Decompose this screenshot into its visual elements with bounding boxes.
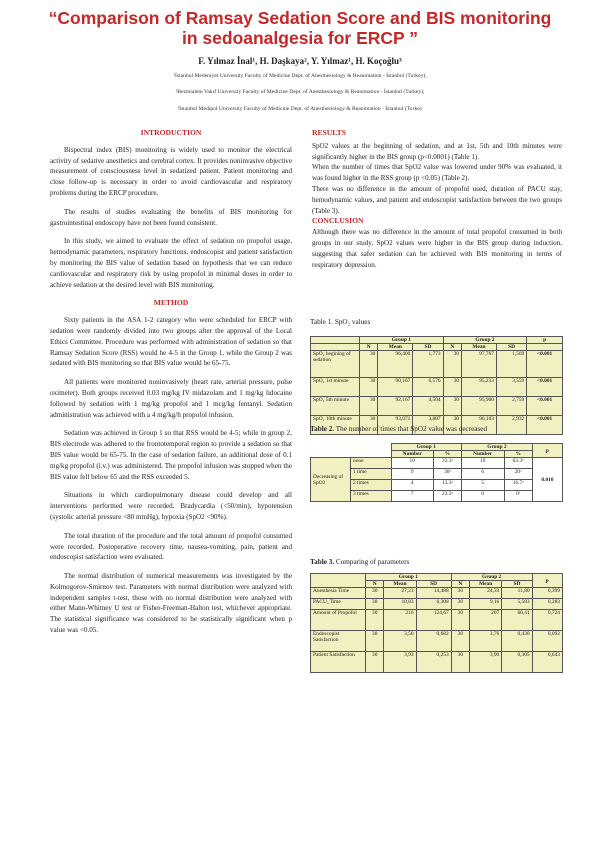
cell: 1,773 xyxy=(413,351,443,378)
cell: 13.3ᵃ xyxy=(434,480,462,491)
table2-col-header: Number xyxy=(462,451,505,458)
cell: 0 xyxy=(462,491,505,502)
table1-group2-header: Group 2 xyxy=(443,337,527,344)
row-label: SpO₂ 5th minute xyxy=(311,397,360,416)
table3-col-header: Mean xyxy=(470,581,502,588)
cell: 30 xyxy=(360,351,378,378)
right-column xyxy=(312,128,562,270)
introduction-heading: INTRODUCTION xyxy=(140,128,202,137)
row-label: Patient Satisfaction xyxy=(311,652,366,673)
cell: 60,41 xyxy=(502,610,532,631)
table-row xyxy=(311,588,563,599)
cell: 5,583 xyxy=(502,599,532,610)
table-row xyxy=(311,652,563,673)
p-value: 0,643 xyxy=(532,652,562,673)
table1-col-header: Mean xyxy=(378,344,413,351)
cell: 0ᵇ xyxy=(504,491,532,502)
intro-paragraph-2: The results of studies evaluating the benefits of BIS monitoring for gastrointestinal endoscopy have not been found consistent. xyxy=(50,207,292,227)
cell: 30 xyxy=(366,652,384,673)
cell: 30 xyxy=(366,588,384,599)
table1 xyxy=(310,336,563,435)
cell: 6 xyxy=(462,469,505,480)
table-row xyxy=(311,631,563,652)
table-row xyxy=(311,610,563,631)
cell: 0,430 xyxy=(502,631,532,652)
cell: 0,253 xyxy=(416,652,451,673)
cell: 3,887 xyxy=(413,416,443,435)
cell: 90,167 xyxy=(378,378,413,397)
cell: 19 xyxy=(462,458,505,469)
p-value: <0.001 xyxy=(527,378,563,397)
table1-corner-2 xyxy=(311,344,360,351)
cell: 124,67 xyxy=(416,610,451,631)
cell: 1,569 xyxy=(496,351,526,378)
cell: 6,576 xyxy=(413,378,443,397)
cell: 92,167 xyxy=(378,397,413,416)
cell: 96,400 xyxy=(378,351,413,378)
cell: 207 xyxy=(470,610,502,631)
row-label: Amount of Propofol xyxy=(311,610,366,631)
table1-group1-header: Group 1 xyxy=(360,337,444,344)
cell: 3,93 xyxy=(384,652,416,673)
p-value: 0,724 xyxy=(532,610,562,631)
table1-col-header: Mean xyxy=(461,344,496,351)
table2-col-header: Number xyxy=(391,451,434,458)
cell: 96,103 xyxy=(461,416,496,435)
title-line-1: “Comparison of Ramsay Sedation Score and BIS monitoring xyxy=(48,8,552,28)
table2-group2-header: Group 2 xyxy=(462,444,533,451)
left-column xyxy=(50,128,292,644)
p-value: 0.010 xyxy=(532,458,562,502)
poster-title xyxy=(0,8,600,48)
row-group-label: Decreasing of SpO2 xyxy=(311,458,351,502)
cell: 30 xyxy=(451,610,469,631)
cell: 33.3ᵃ xyxy=(434,458,462,469)
table3 xyxy=(310,573,563,673)
table1-col-header: N xyxy=(443,344,461,351)
table3-caption xyxy=(310,558,409,566)
table1-col-header: N xyxy=(360,344,378,351)
cell: 10 xyxy=(391,458,434,469)
table2-corner xyxy=(311,444,351,458)
cell: 95,233 xyxy=(461,378,496,397)
cell: 3,559 xyxy=(496,378,526,397)
results-paragraph-1: SpO2 values at the beginning of sedation, and at 1st, 5th and 10th minutes were significantly higher in the BIS group (p<0.0001) (Table 1). xyxy=(312,141,562,161)
method-heading: METHOD xyxy=(153,298,189,308)
cell: 11,80 xyxy=(502,588,532,599)
row-label: Endoscopist Satisfaction xyxy=(311,631,366,652)
method-paragraph-6: The normal distribution of numerical measurements was investigated by the Kolmogorov-Smirnov test. Parameters with normal distribution were analyzed with independent samples t-test, those with no normal distribution were analyzed with either Mann-Whitney U test or Fisher-Freeman-Halton test, whichever appropriate. The statistical significance was considered to be statistically significant when p value was <0.05. xyxy=(50,572,292,635)
cell: 7 xyxy=(391,491,434,502)
row-label: 2 times xyxy=(351,480,392,491)
title-line-2: in sedoanalgesia for ERCP ” xyxy=(182,28,418,48)
cell: 30 xyxy=(443,397,461,416)
cell: 9,16 xyxy=(470,599,502,610)
table1-caption-text: SpO₂ values xyxy=(334,318,371,326)
cell: 216 xyxy=(384,610,416,631)
table2-group1-header: Group 1 xyxy=(391,444,462,451)
cell: 4 xyxy=(391,480,434,491)
cell: 30 xyxy=(360,397,378,416)
row-label: SpO₂ 10th minute xyxy=(311,416,360,435)
cell: 95,900 xyxy=(461,397,496,416)
cell: 6,308 xyxy=(416,599,451,610)
cell: 97,767 xyxy=(461,351,496,378)
table-row xyxy=(311,599,563,610)
affiliation-1: ¹İstanbul Medeniyet University Faculty of Medicine Dept. of Anesthesiology & Reanimation - İstanbul (Turkey), xyxy=(173,73,427,79)
cell: 0,682 xyxy=(416,631,451,652)
method-paragraph-2: All patients were monitored noninvasively (heart rate, arterial pressure, pulse oximeter). Both groups received 0.03 mg/kg IV midazolam and 1 mg/kg lidocaine followed by sedation with 1 mg/kg propofol and 1 mcg/kg fentanyl. Sedation administration was achieved with a 4 mg/kg/h propofol infusion. xyxy=(50,378,292,419)
cell: 24,33 xyxy=(470,588,502,599)
cell: 20ᵃ xyxy=(504,469,532,480)
method-paragraph-1: Sixty patients in the ASA 1-2 category who were scheduled for ERCP with sedation were randomly divided into two groups after the approval of the Local Ethics Committee. Procedure was performed with administration of sedation so that Ramsay Sedation Score (RSS) would be 4-5 in the Group 1, while the Group 2 was sedated with BIS monitoring so that BIS value would be 65-75. xyxy=(50,316,292,368)
table3-group2-header: Group 2 xyxy=(451,574,532,581)
table1-col-header: SD xyxy=(413,344,443,351)
cell: 3,90 xyxy=(470,652,502,673)
row-label: 3 times xyxy=(351,491,392,502)
row-label: Anesthesia Time xyxy=(311,588,366,599)
table3-col-header: Mean xyxy=(384,581,416,588)
p-value: <0.001 xyxy=(527,416,563,435)
cell: 30 xyxy=(360,378,378,397)
cell: 30 xyxy=(451,652,469,673)
affiliation-2: ²Bezmialem Vakıf University Faculty of Medicine Dept. of Anesthesiology & Reanimation - İstanbul (Turkey), xyxy=(175,89,425,95)
table3-corner xyxy=(311,574,366,588)
cell: 30 xyxy=(451,588,469,599)
cell: 23.3ᵃ xyxy=(434,491,462,502)
cell: 30 xyxy=(366,610,384,631)
table-row xyxy=(311,458,563,469)
conclusion-heading: CONCLUSION xyxy=(312,216,364,226)
row-label: SpO₂ 1st minute xyxy=(311,378,360,397)
results-heading: RESULTS xyxy=(312,128,346,137)
row-label: PACU_Time xyxy=(311,599,366,610)
affiliation-3: ³İstanbul Medipol University Faculty of Medicine Dept. of Anesthesiology & Reanimation - İstanbul (Turkey xyxy=(177,106,423,112)
cell: 14,488 xyxy=(416,588,451,599)
row-label: none xyxy=(351,458,392,469)
cell: 2,759 xyxy=(496,397,526,416)
row-label: 1 time xyxy=(351,469,392,480)
results-paragraph-2: When the number of times that SpO2 value was lowered under 90% was evaluated, it was found higher in the RSS group (p <0.05) (Table 2). xyxy=(312,163,562,183)
table1-caption xyxy=(310,318,370,326)
method-paragraph-4: Situations in which cardiopulmonary disease could develop and all interventions performed were recorded. Bradycardia (<50/min), hypotension (systolic arterial pressure <80 mmHg), hypoxia (SpO2 <90%). xyxy=(50,491,292,521)
cell: 9 xyxy=(391,469,434,480)
row-label: SpO₂ begining of sedation xyxy=(311,351,360,378)
table1-corner xyxy=(311,337,360,344)
table2-caption xyxy=(310,425,487,433)
intro-paragraph-1: Bispectral index (BIS) monitoring is widely used to monitor the electrical activity of sedative anesthetics and cerebral cortex. It provides noninvasive objective measurement of consciousness level in sedatized patient. Patient monitoring and close follow-up is necessary in order to avoid cardiovascular and respiratory problems during the ERCP procedure. xyxy=(50,145,292,197)
table3-col-header: N xyxy=(451,581,469,588)
conclusion-paragraph: Although there was no difference in the amount of total propofol consumed in both groups in our study, SpO2 values were higher in the BIS group during induction, suggesting that safer sedation can be achieved with BIS monitoring in terms of respiratory depression. xyxy=(312,228,562,269)
p-value: 0,283 xyxy=(532,599,562,610)
cell: 30 xyxy=(451,631,469,652)
cell: 4,504 xyxy=(413,397,443,416)
cell: 30 xyxy=(451,599,469,610)
table2-p-header: p xyxy=(532,444,562,458)
cell: 2,932 xyxy=(496,416,526,435)
table1-p-spacer xyxy=(527,344,563,351)
authors: F. Yılmaz İnal¹, H. Daşkaya², Y. Yılmaz¹, H. Koçoğlu³ xyxy=(198,56,402,66)
table2-corner-2 xyxy=(351,444,392,458)
p-value: <0.001 xyxy=(527,351,563,378)
table2-caption-prefix: Table 2. xyxy=(310,425,335,433)
cell: 30 xyxy=(443,378,461,397)
table3-p-header: p xyxy=(532,574,562,588)
table-row xyxy=(311,378,563,397)
table2 xyxy=(310,443,563,502)
table3-caption-prefix: Table 3. xyxy=(310,558,335,566)
table2-col-header: % xyxy=(434,451,462,458)
cell: 0,305 xyxy=(502,652,532,673)
results-paragraph-3: There was no difference in the amount of propofol used, duration of PACU stay, hemodynamic values, and patient and endoscopist satisfaction between the two groups (Table 3). xyxy=(312,184,562,215)
cell: 93,071 xyxy=(378,416,413,435)
table3-col-header: SD xyxy=(502,581,532,588)
table2-caption-text: The number of times that SpO2 value was decreased xyxy=(335,425,488,433)
table1-caption-prefix: Table 1. xyxy=(310,318,334,326)
cell: 27,23 xyxy=(384,588,416,599)
table-row xyxy=(311,351,563,378)
table1-p-header: p xyxy=(527,337,563,344)
table3-group1-header: Group 1 xyxy=(366,574,452,581)
table2-col-header: % xyxy=(504,451,532,458)
table1-col-header: SD xyxy=(496,344,526,351)
method-paragraph-3: Sedation was achieved in Group 1 so that RSS would be 4-5; while in group 2, BIS electrode was adhered to the frontotemporal region to provide a sedation so that BIS value would be 65-75. In the case of sedation failure, an additional dose of 0.1 mg/kg propofol (i.v.) was administered. The propofol infusion was stopped when the BIS value fell below 65 and the RSS exceeded 5. xyxy=(50,429,292,481)
table-row xyxy=(311,397,563,416)
cell: 63.3ᵇ xyxy=(504,458,532,469)
p-value: 0,399 xyxy=(532,588,562,599)
cell: 16.7ᵃ xyxy=(504,480,532,491)
intro-paragraph-3: In this study, we aimed to evaluate the effect of sedation on propofol usage, hemodynamic parameters, respiratory functions, endoscopist and patient satisfaction by monitoring the BIS value of sedation based on hypothesis that we can reduce cardiovascular and respiratory risk by using propofol in minimal doses in order to achieve sedation at the desired level with BIS monitoring. xyxy=(50,237,292,289)
table3-col-header: N xyxy=(366,581,384,588)
table3-caption-text: Comparing of parameters xyxy=(335,558,410,566)
method-paragraph-5: The total duration of the procedure and the total amount of propofol consumed were recorded. Postoperative recovery time, nausea-vomiting, pain, patient and endoscopist satisfaction were evaluated. xyxy=(50,531,292,562)
cell: 30 xyxy=(443,351,461,378)
cell: 5 xyxy=(462,480,505,491)
cell: 10,83 xyxy=(384,599,416,610)
p-value: <0.001 xyxy=(527,397,563,416)
cell: 30 xyxy=(443,416,461,435)
cell: 30 xyxy=(366,631,384,652)
table3-col-header: SD xyxy=(416,581,451,588)
cell: 30 xyxy=(360,416,378,435)
cell: 30ᵃ xyxy=(434,469,462,480)
cell: 30 xyxy=(366,599,384,610)
cell: 3,76 xyxy=(470,631,502,652)
p-value: 0,092 xyxy=(532,631,562,652)
cell: 3,50 xyxy=(384,631,416,652)
